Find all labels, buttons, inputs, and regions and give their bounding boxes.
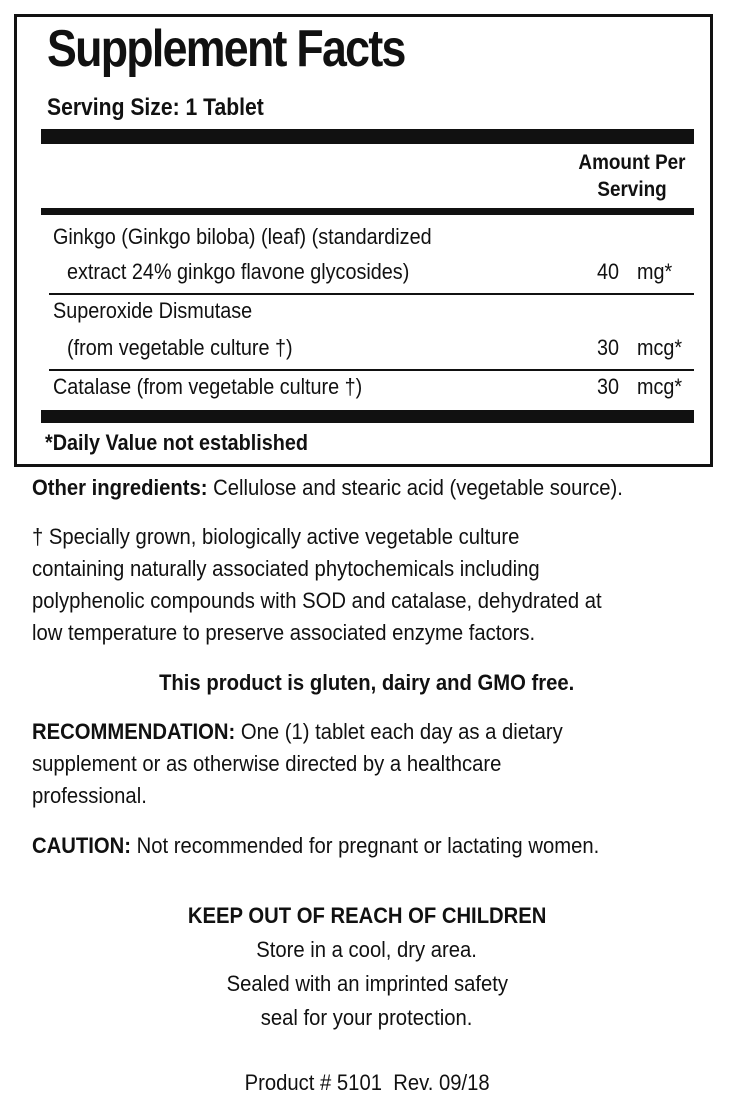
ingredient-amount-catalase: 30 bbox=[597, 374, 620, 399]
recommendation-line: professional. bbox=[32, 783, 147, 808]
product-info-text: Product # 5101 Rev. 09/18 bbox=[244, 1070, 490, 1095]
other-ingredients-label: Other ingredients: bbox=[32, 475, 208, 500]
culture-note-line: low temperature to preserve associated enzyme factors. bbox=[32, 620, 536, 645]
keep-out-of-reach-text: KEEP OUT OF REACH OF CHILDREN bbox=[187, 903, 547, 928]
divider-bar-mid bbox=[41, 208, 694, 215]
ingredient-name-catalase: Catalase (from vegetable culture †) bbox=[53, 374, 363, 399]
ingredient-name-sod-line2: (from vegetable culture †) bbox=[67, 335, 293, 360]
amount-header-line1: Amount Per bbox=[578, 151, 686, 174]
ingredient-unit-ginkgo: mg* bbox=[637, 259, 673, 284]
ingredient-amount-ginkgo: 40 bbox=[597, 259, 620, 284]
supplement-facts-panel bbox=[14, 14, 713, 467]
ingredient-name-ginkgo-line2: extract 24% ginkgo flavone glycosides) bbox=[67, 259, 410, 284]
culture-note-line: † Specially grown, biologically active vegetable culture bbox=[32, 524, 520, 549]
ingredient-name-sod-line1: Superoxide Dismutase bbox=[53, 298, 253, 323]
facts-title: Supplement Facts bbox=[47, 20, 405, 78]
allergen-free-text: This product is gluten, dairy and GMO free. bbox=[159, 670, 575, 695]
keep-out-of-reach-heading bbox=[0, 899, 734, 933]
storage-line bbox=[0, 1001, 734, 1035]
divider-bar-bottom bbox=[41, 410, 694, 423]
product-info bbox=[0, 1066, 734, 1100]
ingredient-amount-sod: 30 bbox=[597, 335, 620, 360]
storage-line bbox=[0, 933, 734, 967]
storage-text: seal for your protection. bbox=[261, 1005, 473, 1030]
recommendation bbox=[32, 716, 563, 748]
allergen-free-statement bbox=[0, 666, 734, 700]
row-divider bbox=[49, 369, 694, 371]
storage-text: Store in a cool, dry area. bbox=[256, 937, 478, 962]
recommendation-text: One (1) tablet each day as a dietary bbox=[235, 719, 563, 744]
daily-value-footnote: *Daily Value not established bbox=[45, 430, 308, 455]
recommendation-line: supplement or as otherwise directed by a healthcare bbox=[32, 751, 502, 776]
caution-label: CAUTION: bbox=[32, 833, 131, 858]
other-ingredients bbox=[32, 472, 623, 504]
other-ingredients-text: Cellulose and stearic acid (vegetable source). bbox=[207, 475, 623, 500]
ingredient-name-ginkgo-line1: Ginkgo (Ginkgo biloba) (leaf) (standardized bbox=[53, 224, 432, 249]
culture-note-line: containing naturally associated phytochemicals including bbox=[32, 556, 540, 581]
culture-note-line: polyphenolic compounds with SOD and catalase, dehydrated at bbox=[32, 588, 602, 613]
amount-per-serving-header bbox=[565, 149, 700, 203]
serving-size: Serving Size: 1 Tablet bbox=[47, 94, 264, 121]
caution-text: Not recommended for pregnant or lactating women. bbox=[130, 833, 600, 858]
caution bbox=[32, 830, 599, 862]
ingredient-unit-catalase: mcg* bbox=[637, 374, 683, 399]
amount-header-line2: Serving bbox=[597, 178, 667, 201]
divider-bar-top bbox=[41, 129, 694, 144]
row-divider bbox=[49, 293, 694, 295]
ingredient-unit-sod: mcg* bbox=[637, 335, 683, 360]
storage-text: Sealed with an imprinted safety bbox=[226, 971, 508, 996]
recommendation-label: RECOMMENDATION: bbox=[32, 719, 236, 744]
storage-line bbox=[0, 967, 734, 1001]
